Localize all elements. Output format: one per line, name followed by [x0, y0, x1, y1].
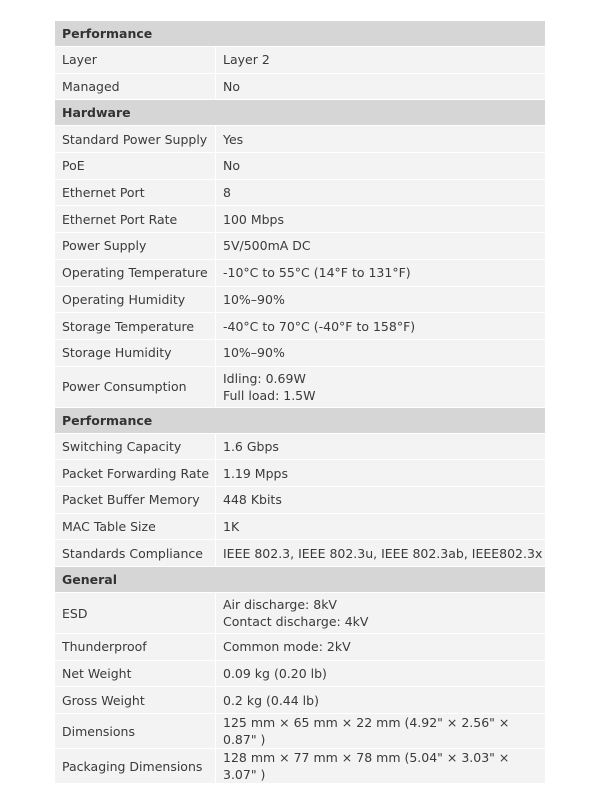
spec-value	[216, 340, 545, 367]
spec-row	[55, 126, 545, 153]
spec-value-line: Full load: 1.5W	[223, 387, 316, 403]
spec-row	[55, 47, 545, 74]
spec-label: MAC Table Size	[55, 514, 216, 541]
spec-label: Ethernet Port	[55, 180, 216, 207]
spec-row	[55, 74, 545, 101]
spec-value	[216, 233, 545, 260]
spec-label: Standard Power Supply	[55, 126, 216, 153]
section-header	[55, 567, 545, 593]
spec-value-line: 128 mm × 77 mm × 78 mm (5.04" × 3.03" × 3.07" )	[223, 750, 510, 783]
spec-value	[216, 287, 545, 314]
spec-value	[216, 313, 545, 340]
spec-table	[55, 21, 545, 784]
spec-row	[55, 460, 545, 487]
spec-value	[216, 487, 545, 514]
spec-value-line: -40°C to 70°C (-40°F to 158°F)	[223, 318, 416, 334]
section-title: Hardware	[55, 100, 545, 126]
spec-label: Packet Buffer Memory	[55, 487, 216, 514]
spec-label: Standards Compliance	[55, 540, 216, 567]
spec-row	[55, 687, 545, 714]
spec-label: Managed	[55, 74, 216, 101]
spec-label: Switching Capacity	[55, 434, 216, 461]
spec-row	[55, 714, 545, 749]
spec-value	[216, 540, 545, 567]
spec-row	[55, 180, 545, 207]
spec-label: PoE	[55, 153, 216, 180]
spec-label: Layer	[55, 47, 216, 74]
section-header	[55, 21, 545, 47]
spec-value	[216, 260, 545, 287]
spec-label: Net Weight	[55, 661, 216, 688]
spec-label: Storage Temperature	[55, 313, 216, 340]
spec-value	[216, 434, 545, 461]
spec-value-line: 100 Mbps	[223, 211, 284, 227]
spec-value	[216, 593, 545, 634]
spec-label: Packaging Dimensions	[55, 749, 216, 784]
spec-label: Dimensions	[55, 714, 216, 749]
spec-value-line: 0.09 kg (0.20 lb)	[223, 666, 327, 682]
spec-row	[55, 340, 545, 367]
spec-row	[55, 313, 545, 340]
spec-label: Power Consumption	[55, 367, 216, 408]
spec-label: Gross Weight	[55, 687, 216, 714]
spec-row	[55, 260, 545, 287]
spec-row	[55, 367, 545, 408]
spec-value	[216, 74, 545, 101]
spec-value-line: 125 mm × 65 mm × 22 mm (4.92" × 2.56" × 0.87" )	[223, 715, 510, 748]
spec-row	[55, 634, 545, 661]
section-header	[55, 408, 545, 434]
spec-value	[216, 661, 545, 688]
spec-row	[55, 287, 545, 314]
spec-value-line: Air discharge: 8kV	[223, 597, 337, 612]
spec-value-line: 448 Kbits	[223, 492, 282, 508]
spec-value-line: Contact discharge: 4kV	[223, 614, 369, 629]
spec-label: Power Supply	[55, 233, 216, 260]
spec-row	[55, 540, 545, 567]
spec-label: Operating Humidity	[55, 287, 216, 314]
spec-value	[216, 367, 545, 408]
spec-value-line: 8	[223, 185, 231, 201]
spec-label: ESD	[55, 593, 216, 634]
spec-value-line: 5V/500mA DC	[223, 238, 311, 254]
section-header	[55, 100, 545, 126]
spec-row	[55, 434, 545, 461]
spec-value	[216, 514, 545, 541]
spec-row	[55, 661, 545, 688]
spec-value-line: -10°C to 55°C (14°F to 131°F)	[223, 265, 411, 281]
spec-value-line: No	[223, 158, 240, 174]
spec-value-line: IEEE 802.3, IEEE 802.3u, IEEE 802.3ab, IEEE802.3x	[223, 545, 543, 561]
spec-label: Thunderproof	[55, 634, 216, 661]
spec-value	[216, 634, 545, 661]
spec-value	[216, 126, 545, 153]
spec-table-body	[55, 21, 545, 784]
spec-value-line: Yes	[223, 131, 244, 147]
spec-value	[216, 749, 545, 784]
spec-row	[55, 487, 545, 514]
spec-value-line: 1K	[223, 518, 240, 534]
spec-value-line: 1.6 Gbps	[223, 438, 279, 454]
spec-value-line: Idling: 0.69W	[223, 370, 306, 386]
spec-row	[55, 514, 545, 541]
spec-value	[216, 180, 545, 207]
spec-value	[216, 687, 545, 714]
spec-value	[216, 153, 545, 180]
spec-value	[216, 47, 545, 74]
section-title: Performance	[55, 21, 545, 47]
spec-value	[216, 460, 545, 487]
spec-label: Ethernet Port Rate	[55, 206, 216, 233]
spec-row	[55, 749, 545, 784]
spec-value-line: No	[223, 79, 240, 95]
spec-value	[216, 714, 545, 749]
spec-value-line: Layer 2	[223, 52, 270, 68]
spec-label: Operating Temperature	[55, 260, 216, 287]
spec-row	[55, 233, 545, 260]
spec-row	[55, 206, 545, 233]
spec-label: Storage Humidity	[55, 340, 216, 367]
spec-label: Packet Forwarding Rate	[55, 460, 216, 487]
spec-value-line: 10%–90%	[223, 345, 285, 361]
spec-value-line: 1.19 Mpps	[223, 465, 288, 481]
spec-value-line: Common mode: 2kV	[223, 639, 351, 655]
spec-value-line: 10%–90%	[223, 291, 285, 307]
spec-row	[55, 593, 545, 634]
spec-value-line: 0.2 kg (0.44 lb)	[223, 692, 319, 708]
section-title: General	[55, 567, 545, 593]
spec-row	[55, 153, 545, 180]
section-title: Performance	[55, 408, 545, 434]
spec-value	[216, 206, 545, 233]
